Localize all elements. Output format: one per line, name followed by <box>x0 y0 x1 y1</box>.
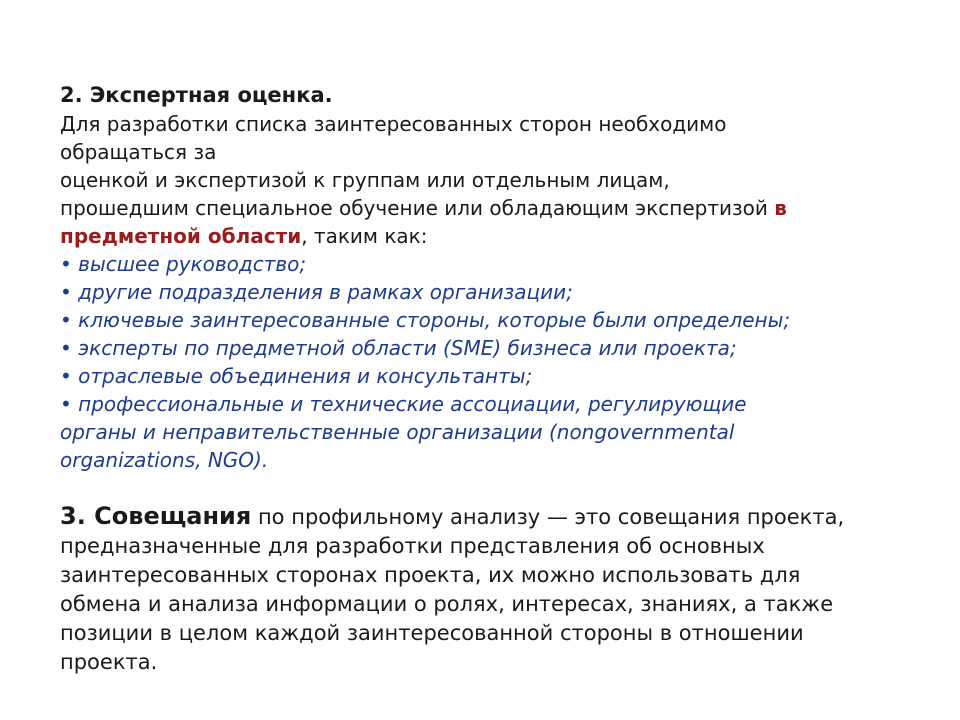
text-fragment: , таким как: <box>301 224 428 248</box>
text-line: обращаться за <box>60 140 217 164</box>
section-2-heading: 2. Экспертная оценка. <box>60 83 333 107</box>
bullet-item: органы и неправительственные организации (nongovernmental <box>60 420 735 444</box>
slide-content <box>60 80 950 677</box>
bullet-item: • профессиональные и технические ассоциации, регулирующие <box>60 392 747 416</box>
text-line: позиции в целом каждой заинтересованной стороны в отношении <box>60 621 804 645</box>
text-line: заинтересованных сторонах проекта, их можно использовать для <box>60 563 801 587</box>
highlight-text: предметной области <box>60 224 302 248</box>
text-line: оценкой и экспертизой к группам или отдельным лицам, <box>60 168 670 192</box>
section-gap <box>60 474 950 502</box>
text-line <box>60 222 950 250</box>
section-expert-assessment <box>60 80 950 474</box>
section-3-heading: 3. Совещания <box>60 502 252 530</box>
bullet-item: • другие подразделения в рамках организации; <box>60 280 573 304</box>
text-line: проекта. <box>60 650 158 674</box>
bullet-item: • высшее руководство; <box>60 252 307 276</box>
section-meetings <box>60 502 950 677</box>
text-line: обмена и анализа информации о ролях, интересах, знаниях, а также <box>60 592 834 616</box>
text-fragment: прошедшим специальное обучение или обладающим экспертизой <box>60 196 775 220</box>
bullet-item: • ключевые заинтересованные стороны, которые были определены; <box>60 308 791 332</box>
bullet-item: • эксперты по предметной области (SME) бизнеса или проекта; <box>60 336 737 360</box>
text-line <box>60 194 950 222</box>
bullet-item: organizations, NGO). <box>60 448 269 472</box>
text-line: предназначенные для разработки представления об основных <box>60 534 765 558</box>
bullet-item: • отраслевые объединения и консультанты; <box>60 364 533 388</box>
text-fragment: по профильному анализу — это совещания проекта, <box>251 505 845 529</box>
text-line <box>60 502 950 532</box>
highlight-text: в <box>774 196 787 220</box>
text-line: Для разработки списка заинтересованных сторон необходимо <box>60 112 727 136</box>
